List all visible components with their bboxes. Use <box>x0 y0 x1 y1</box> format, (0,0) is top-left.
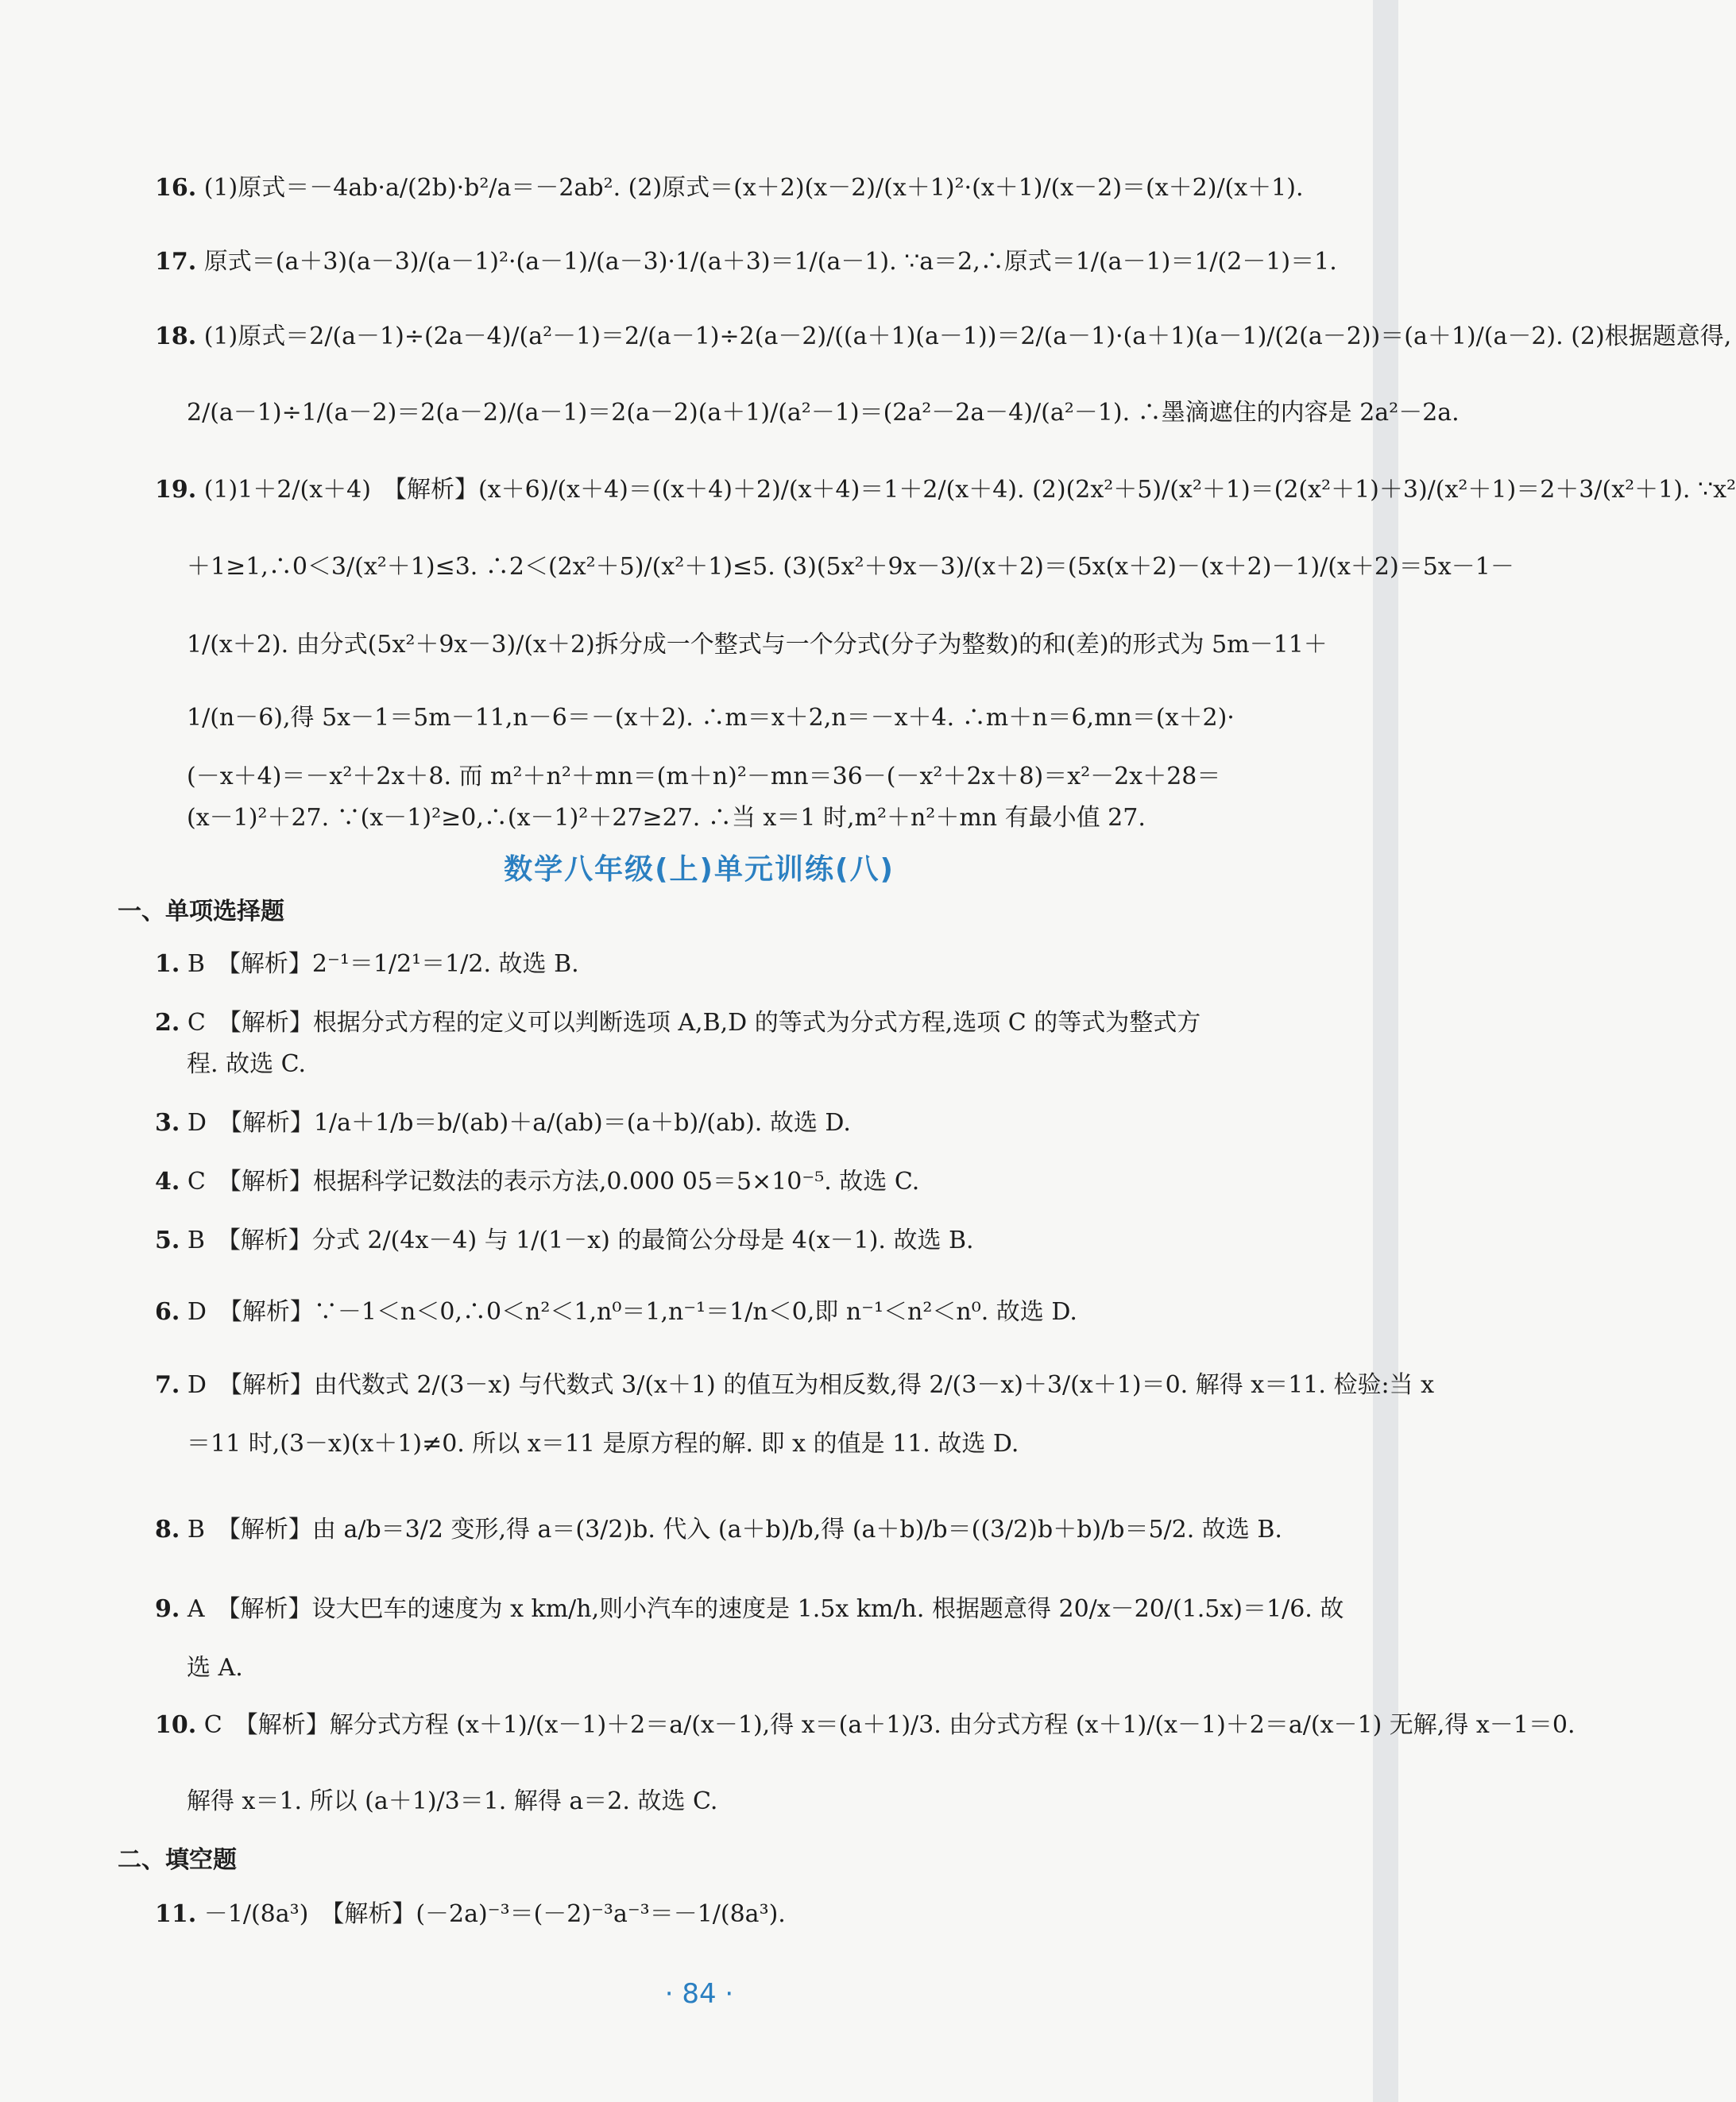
choice-2: 2. C 【解析】根据分式方程的定义可以判断选项 A,B,D 的等式为分式方程,选项 C 的等式为整式方 <box>155 1009 1201 1037</box>
answer-16: 16. (1)原式＝－4ab·a/(2b)·b²/a＝－2ab². (2)原式＝(x＋2)(x－2)/(x＋1)²·(x＋1)/(x－2)＝(x＋2)/(x＋1). <box>155 174 1304 202</box>
answer-18-cont: 2/(a－1)÷1/(a－2)＝2(a－2)/(a－1)＝2(a－2)(a＋1)/(a²－1)＝(2a²－2a－4)/(a²－1). ∴墨滴遮住的内容是 2a²－2a. <box>187 399 1460 427</box>
choice-5: 5. B 【解析】分式 2/(4x－4) 与 1/(1－x) 的最简公分母是 4(x－1). 故选 B. <box>155 1227 974 1254</box>
choice-8: 8. B 【解析】由 a/b＝3/2 变形,得 a＝(3/2)b. 代入 (a＋b)/b,得 (a＋b)/b＝((3/2)b＋b)/b＝5/2. 故选 B. <box>155 1516 1282 1544</box>
answer-19: 19. (1)1＋2/(x＋4) 【解析】(x＋6)/(x＋4)＝((x＋4)＋2)/(x＋4)＝1＋2/(x＋4). (2)(2x²＋5)/(x²＋1)＝(2(x²＋1)＋3)/(x²＋1)＝2＋3/(x²＋1). ∵x² <box>155 476 1736 504</box>
choice-2-cont: 程. 故选 C. <box>187 1050 307 1078</box>
page-number: · 84 · <box>664 1978 734 2010</box>
fill-11: 11. －1/(8a³) 【解析】(－2a)⁻³＝(－2)⁻³a⁻³＝－1/(8a³). <box>155 1900 786 1928</box>
choice-3: 3. D 【解析】1/a＋1/b＝b/(ab)＋a/(ab)＝(a＋b)/(ab). 故选 D. <box>155 1109 851 1137</box>
answer-19-cont-4: (－x＋4)＝－x²＋2x＋8. 而 m²＋n²＋mn＝(m＋n)²－mn＝36－(－x²＋2x＋8)＝x²－2x＋28＝ <box>187 763 1221 790</box>
choice-7-cont: ＝11 时,(3－x)(x＋1)≠0. 所以 x＝11 是原方程的解. 即 x 的值是 11. 故选 D. <box>187 1430 1019 1458</box>
answer-17: 17. 原式＝(a＋3)(a－3)/(a－1)²·(a－1)/(a－3)·1/(a＋3)＝1/(a－1). ∵a＝2,∴原式＝1/(a－1)＝1/(2－1)＝1. <box>155 248 1337 276</box>
choice-9: 9. A 【解析】设大巴车的速度为 x km/h,则小汽车的速度是 1.5x km/h. 根据题意得 20/x－20/(1.5x)＝1/6. 故 <box>155 1595 1344 1623</box>
choice-4: 4. C 【解析】根据科学记数法的表示方法,0.000 05＝5×10⁻⁵. 故选 C. <box>155 1168 920 1196</box>
answer-19-cont-5: (x－1)²＋27. ∵(x－1)²≥0,∴(x－1)²＋27≥27. ∴当 x＝1 时,m²＋n²＋mn 有最小值 27. <box>187 804 1146 832</box>
answer-19-cont-3: 1/(n－6),得 5x－1＝5m－11,n－6＝－(x＋2). ∴m＝x＋2,n＝－x＋4. ∴m＋n＝6,mn＝(x＋2)· <box>187 704 1235 732</box>
choice-9-cont: 选 A. <box>187 1654 243 1682</box>
heading-single-choice: 一、单项选择题 <box>118 898 284 925</box>
choice-10-cont: 解得 x＝1. 所以 (a＋1)/3＝1. 解得 a＝2. 故选 C. <box>187 1787 718 1815</box>
answer-19-cont-2: 1/(x＋2). 由分式(5x²＋9x－3)/(x＋2)拆分成一个整式与一个分式(分子为整数)的和(差)的形式为 5m－11＋ <box>187 631 1328 659</box>
heading-fill-blank: 二、填空题 <box>118 1846 237 1874</box>
choice-6: 6. D 【解析】∵－1＜n＜0,∴0＜n²＜1,n⁰＝1,n⁻¹＝1/n＜0,即 n⁻¹＜n²＜n⁰. 故选 D. <box>155 1298 1077 1326</box>
answer-18: 18. (1)原式＝2/(a－1)÷(2a－4)/(a²－1)＝2/(a－1)÷2(a－2)/((a＋1)(a－1))＝2/(a－1)·(a＋1)(a－1)/(2(a－2))＝(a＋1)/(a－2). (2)根据题意得, <box>155 323 1732 350</box>
page-edge <box>1373 0 1398 2102</box>
choice-7: 7. D 【解析】由代数式 2/(3－x) 与代数式 3/(x＋1) 的值互为相反数,得 2/(3－x)＋3/(x＋1)＝0. 解得 x＝11. 检验:当 x <box>155 1371 1435 1399</box>
choice-10: 10. C 【解析】解分式方程 (x＋1)/(x－1)＋2＝a/(x－1),得 x＝(a＋1)/3. 由分式方程 (x＋1)/(x－1)＋2＝a/(x－1) 无解,得 x－1＝0. <box>155 1711 1576 1739</box>
section-title: 数学八年级(上)单元训练(八) <box>504 853 895 886</box>
answer-19-cont-1: ＋1≥1,∴0＜3/(x²＋1)≤3. ∴2＜(2x²＋5)/(x²＋1)≤5. (3)(5x²＋9x－3)/(x＋2)＝(5x(x＋2)－(x＋2)－1)/(x＋2)＝5x－1－ <box>187 553 1514 581</box>
choice-1: 1. B 【解析】2⁻¹＝1/2¹＝1/2. 故选 B. <box>155 950 579 978</box>
